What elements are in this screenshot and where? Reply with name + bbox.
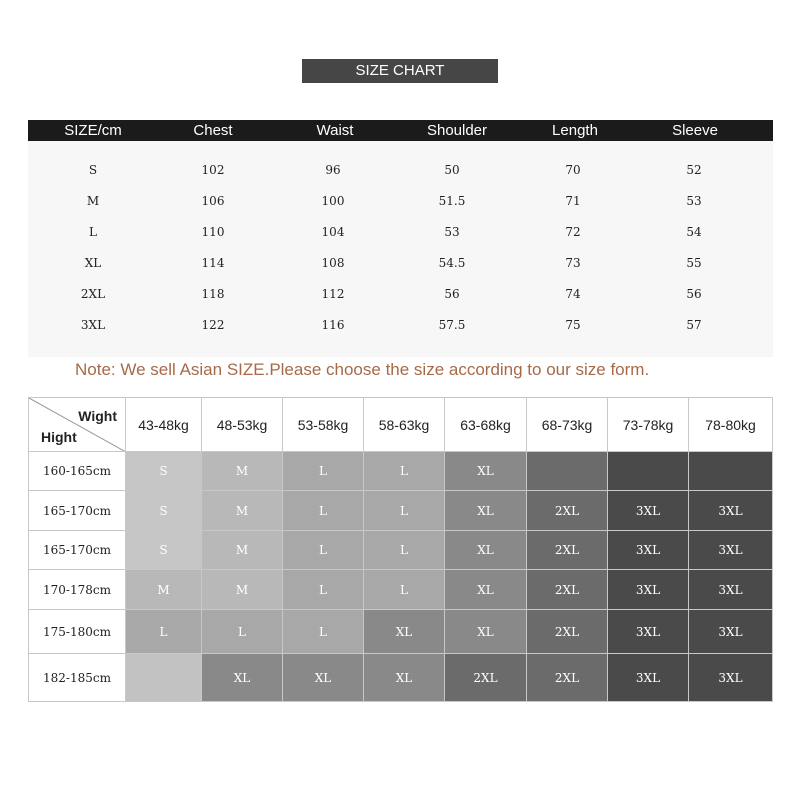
corner-cell (29, 398, 126, 452)
size-grid-cell: L (202, 610, 283, 654)
size-cell-sleeve: 54 (686, 225, 702, 239)
size-grid-cell: 3XL (608, 491, 689, 531)
size-grid-row (29, 610, 773, 654)
size-cell-length: 74 (565, 287, 581, 301)
size-cell-length: 75 (565, 318, 581, 332)
col-header-sleeve: Sleeve (672, 122, 718, 139)
size-cell-sleeve: 56 (686, 287, 702, 301)
size-cell-length: 73 (565, 256, 581, 270)
size-cell-shoulder: 53 (444, 225, 460, 239)
size-grid-cell: 2XL (527, 610, 608, 654)
size-grid-cell: XL (445, 570, 527, 610)
size-grid-cell: XL (445, 491, 527, 531)
size-grid-cell: S (126, 491, 202, 531)
size-grid-cell: L (126, 610, 202, 654)
weight-header: 78-80kg (689, 398, 773, 452)
size-grid-cell: 2XL (527, 531, 608, 570)
size-grid-cell: L (364, 491, 445, 531)
size-grid-cell: 3XL (608, 570, 689, 610)
size-grid-cell: M (202, 570, 283, 610)
size-cell-waist: 108 (321, 256, 345, 270)
size-grid-cell: L (364, 531, 445, 570)
size-grid-cell: L (283, 531, 364, 570)
size-grid-cell (527, 452, 608, 491)
size-cell-sleeve: 53 (686, 194, 702, 208)
size-cell-chest: 102 (201, 163, 225, 177)
size-grid-cell: M (202, 452, 283, 491)
height-label: 175-180cm (29, 610, 126, 654)
size-table-header (28, 120, 773, 141)
size-grid-row (29, 531, 773, 570)
size-cell-shoulder: 56 (444, 287, 460, 301)
size-cell-waist: 112 (321, 287, 345, 301)
size-cell-length: 71 (565, 194, 581, 208)
size-cell-chest: 118 (201, 287, 225, 301)
size-cell-chest: 122 (201, 318, 225, 332)
col-header-shoulder: Shoulder (426, 122, 488, 139)
size-cell-waist: 116 (321, 318, 345, 332)
size-grid-cell: XL (364, 654, 445, 702)
size-grid-cell: XL (445, 452, 527, 491)
size-cell-sleeve: 57 (686, 318, 702, 332)
height-label: 165-170cm (29, 491, 126, 531)
height-label: 165-170cm (29, 531, 126, 570)
size-grid-cell: 2XL (527, 491, 608, 531)
weight-header: 73-78kg (608, 398, 689, 452)
size-grid-cell: XL (364, 610, 445, 654)
size-cell-size: 2XL (80, 287, 106, 301)
size-cell-length: 70 (565, 163, 581, 177)
size-cell-length: 72 (565, 225, 581, 239)
size-grid-row (29, 491, 773, 531)
size-cell-size: XL (84, 256, 102, 270)
size-grid-cell: 2XL (527, 654, 608, 702)
size-grid-cell (126, 654, 202, 702)
height-weight-table (28, 397, 773, 702)
weight-axis-label: Wight (78, 408, 117, 424)
size-grid-cell (608, 452, 689, 491)
size-grid-cell: L (283, 610, 364, 654)
size-grid-cell: 2XL (445, 654, 527, 702)
size-chart-title: SIZE CHART (302, 59, 498, 83)
size-cell-shoulder: 51.5 (438, 194, 466, 208)
col-header-size: SIZE/cm (64, 122, 122, 139)
size-grid-cell: S (126, 452, 202, 491)
size-grid-cell: XL (445, 610, 527, 654)
col-header-waist: Waist (316, 122, 354, 139)
size-grid-cell: XL (202, 654, 283, 702)
size-grid-cell: L (364, 452, 445, 491)
size-grid-cell: 3XL (608, 531, 689, 570)
weight-header: 63-68kg (445, 398, 527, 452)
weight-header: 68-73kg (527, 398, 608, 452)
size-cell-sleeve: 52 (686, 163, 702, 177)
size-grid-cell: S (126, 531, 202, 570)
size-grid-cell: 3XL (689, 610, 773, 654)
size-grid-cell: 2XL (527, 570, 608, 610)
size-cell-shoulder: 57.5 (438, 318, 466, 332)
size-grid-cell: 3XL (689, 531, 773, 570)
col-header-chest: Chest (193, 122, 233, 139)
height-label: 160-165cm (29, 452, 126, 491)
size-grid-cell: M (126, 570, 202, 610)
size-grid-cell: 3XL (608, 610, 689, 654)
size-grid-cell: L (364, 570, 445, 610)
size-cell-shoulder: 54.5 (438, 256, 466, 270)
size-grid-cell: L (283, 491, 364, 531)
size-cell-sleeve: 55 (686, 256, 702, 270)
size-table-body (28, 141, 773, 357)
size-grid-row (29, 654, 773, 702)
size-grid-cell: M (202, 491, 283, 531)
size-cell-waist: 100 (321, 194, 345, 208)
size-grid-cell: 3XL (689, 654, 773, 702)
size-grid-row (29, 452, 773, 491)
size-cell-size: 3XL (80, 318, 106, 332)
weight-header: 53-58kg (283, 398, 364, 452)
size-note: Note: We sell Asian SIZE.Please choose the size according to our size form. (75, 360, 650, 379)
size-cell-size: L (89, 225, 97, 239)
size-cell-chest: 114 (201, 256, 225, 270)
size-grid-cell: 3XL (689, 491, 773, 531)
size-grid-cell: M (202, 531, 283, 570)
height-axis-label: Hight (41, 429, 77, 445)
size-grid-cell: L (283, 570, 364, 610)
weight-header: 48-53kg (202, 398, 283, 452)
height-label: 182-185cm (29, 654, 126, 702)
size-cell-size: S (88, 163, 98, 177)
size-grid-cell: 3XL (689, 570, 773, 610)
size-grid-cell: XL (445, 531, 527, 570)
weight-header: 43-48kg (126, 398, 202, 452)
size-cell-waist: 104 (321, 225, 345, 239)
size-grid-cell (689, 452, 773, 491)
height-label: 170-178cm (29, 570, 126, 610)
size-grid-cell: XL (283, 654, 364, 702)
size-grid-cell: 3XL (608, 654, 689, 702)
size-cell-shoulder: 50 (444, 163, 460, 177)
size-grid-cell: L (283, 452, 364, 491)
size-cell-waist: 96 (325, 163, 341, 177)
size-grid-row (29, 570, 773, 610)
col-header-length: Length (552, 122, 598, 139)
size-cell-size: M (86, 194, 100, 208)
size-cell-chest: 106 (201, 194, 225, 208)
weight-header: 58-63kg (364, 398, 445, 452)
size-cell-chest: 110 (201, 225, 225, 239)
